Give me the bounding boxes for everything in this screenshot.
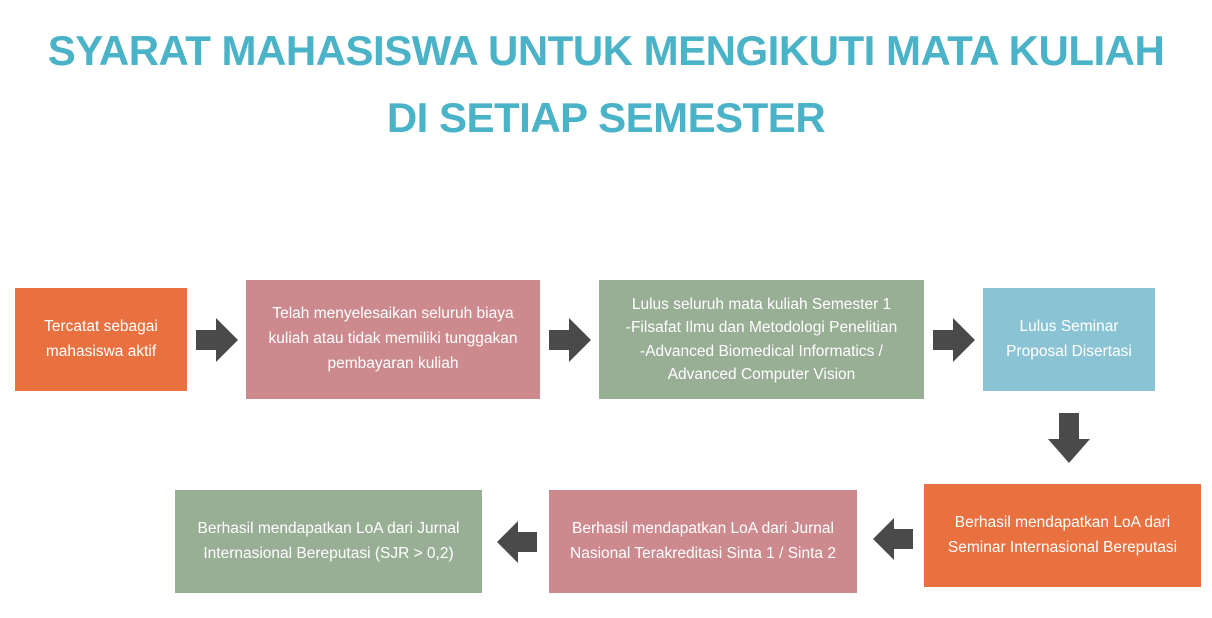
arrow-down-icon [1048,413,1090,463]
step-2-tuition-paid [246,280,540,399]
step-3-semester-1-courses [599,280,924,399]
step-3-line-2: -Filsafat Ilmu dan Metodologi Penelitian [625,319,898,337]
step-5-line-1: Berhasil mendapatkan LoA dari [954,513,1171,531]
arrow-right-icon [196,318,238,362]
step-4-proposal-seminar [983,288,1155,391]
step-7-international-journal-loa [175,490,482,593]
arrow-left-icon [873,518,913,560]
step-2-line-1: Telah menyelesaikan seluruh biaya [272,305,514,323]
page-title-line-2: DI SETIAP SEMESTER [386,94,826,141]
step-1-active-student [15,288,187,391]
arrow-right-icon [549,318,591,362]
step-2-line-2: kuliah atau tidak memiliki tunggakan [268,330,518,348]
step-3-line-4: Advanced Computer Vision [667,365,856,383]
arrow-right-icon [933,318,975,362]
step-3-line-1: Lulus seluruh mata kuliah Semester 1 [631,296,892,313]
step-5-line-2: Seminar Internasional Bereputasi [947,538,1178,556]
step-6-line-2: Nasional Terakreditasi Sinta 1 / Sinta 2 [570,544,836,562]
step-1-line-1: Tercatat sebagai [44,317,158,335]
step-1-line-2: mahasiswa aktif [45,342,157,360]
step-2-line-3: pembayaran kuliah [327,354,459,372]
step-7-line-2: Internasional Bereputasi (SJR > 0,2) [203,544,454,562]
step-4-line-2: Proposal Disertasi [1006,342,1132,360]
step-6-line-1: Berhasil mendapatkan LoA dari Jurnal [572,519,834,537]
step-3-line-3: -Advanced Biomedical Informatics / [640,342,883,360]
step-6-national-journal-loa [549,490,857,593]
step-7-line-1: Berhasil mendapatkan LoA dari Jurnal [197,519,460,537]
page-title-line-1: SYARAT MAHASISWA UNTUK MENGIKUTI MATA KULIAH [47,27,1165,74]
step-5-international-seminar-loa [924,484,1201,587]
arrow-left-icon [497,521,537,563]
step-4-line-1: Lulus Seminar [1019,317,1119,335]
